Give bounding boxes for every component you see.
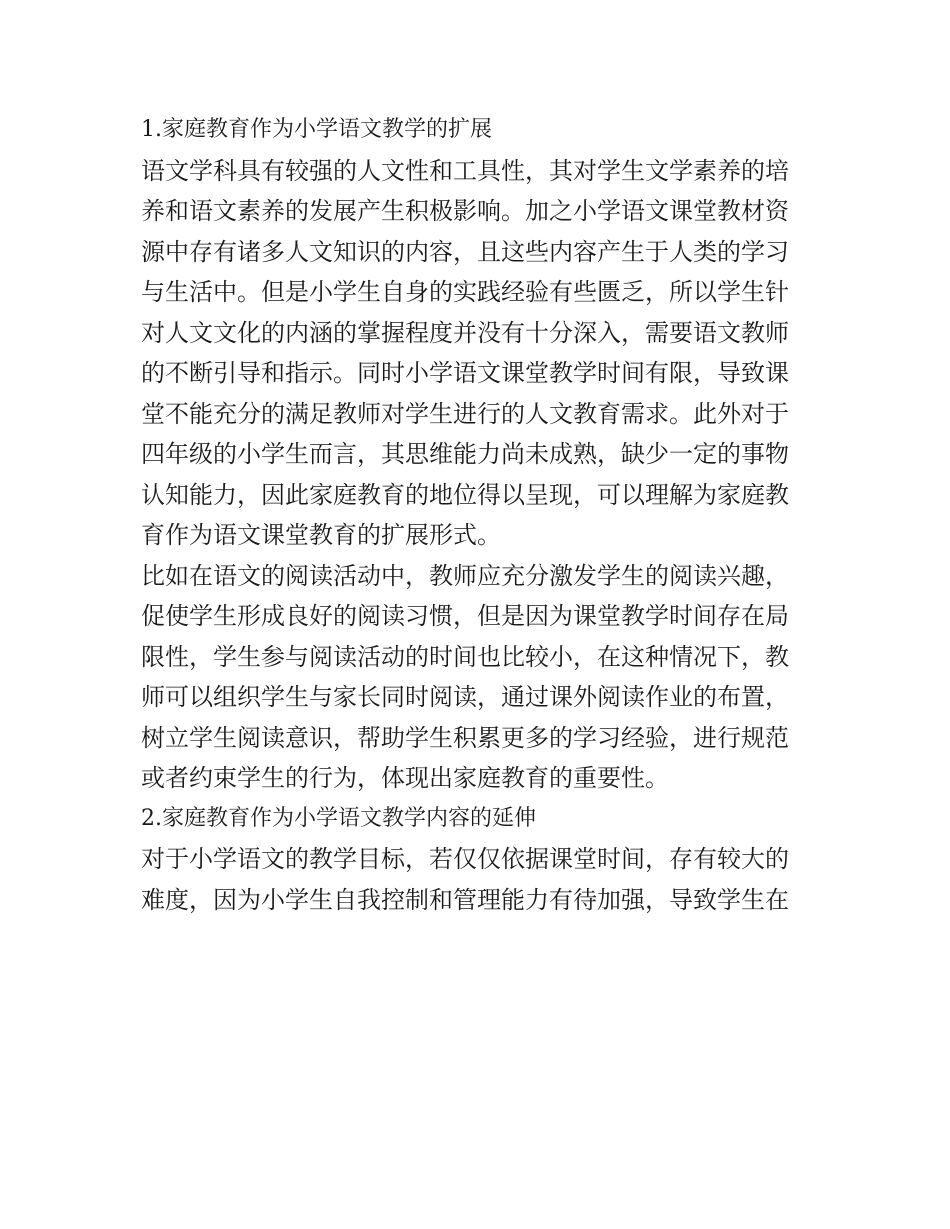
section-heading-1: 1.家庭教育作为小学语文教学的扩展 <box>141 117 492 142</box>
paragraph-line: 限性，学生参与阅读活动的时间也比较小，在这种情况下，教 <box>141 642 789 671</box>
paragraph-line: 或者约束学生的行为，体现出家庭教育的重要性。 <box>141 764 669 792</box>
paragraph-line: 比如在语文的阅读活动中，教师应充分激发学生的阅读兴趣， <box>141 561 789 590</box>
paragraph-line: 四年级的小学生而言，其思维能力尚未成熟，缺少一定的事物 <box>141 440 789 468</box>
paragraph-line: 师可以组织学生与家长同时阅读，通过课外阅读作业的布置， <box>141 683 789 711</box>
paragraph-line: 堂不能充分的满足教师对学生进行的人文教育需求。此外对于 <box>141 399 789 428</box>
paragraph-line: 难度，因为小学生自我控制和管理能力有待加强，导致学生在 <box>141 885 789 914</box>
paragraph-line: 对于小学语文的教学目标，若仅仅依据课堂时间，存有较大的 <box>141 845 789 873</box>
paragraph-line: 认知能力，因此家庭教育的地位得以呈现，可以理解为家庭教 <box>141 480 789 509</box>
paragraph-line: 育作为语文课堂教育的扩展形式。 <box>141 521 501 549</box>
paragraph-line: 促使学生形成良好的阅读习惯，但是因为课堂教学时间存在局 <box>141 602 789 630</box>
paragraph-line: 树立学生阅读意识，帮助学生积累更多的学习经验，进行规范 <box>141 723 789 752</box>
paragraph-line: 与生活中。但是小学生自身的实践经验有些匮乏，所以学生针 <box>141 278 789 306</box>
paragraph-line: 对人文文化的内涵的掌握程度并没有十分深入，需要语文教师 <box>141 318 789 347</box>
paragraph-line: 语文学科具有较强的人文性和工具性，其对学生文学素养的培 <box>141 156 789 185</box>
paragraph-line: 养和语文素养的发展产生积极影响。加之小学语文课堂教材资 <box>141 197 789 225</box>
paragraph-line: 的不断引导和指示。同时小学语文课堂教学时间有限，导致课 <box>141 359 789 387</box>
document-body <box>141 110 813 920</box>
section-heading-2: 2.家庭教育作为小学语文教学内容的延伸 <box>141 805 536 831</box>
paragraph-line: 源中存有诸多人文知识的内容，且这些内容产生于人类的学习 <box>141 237 789 266</box>
